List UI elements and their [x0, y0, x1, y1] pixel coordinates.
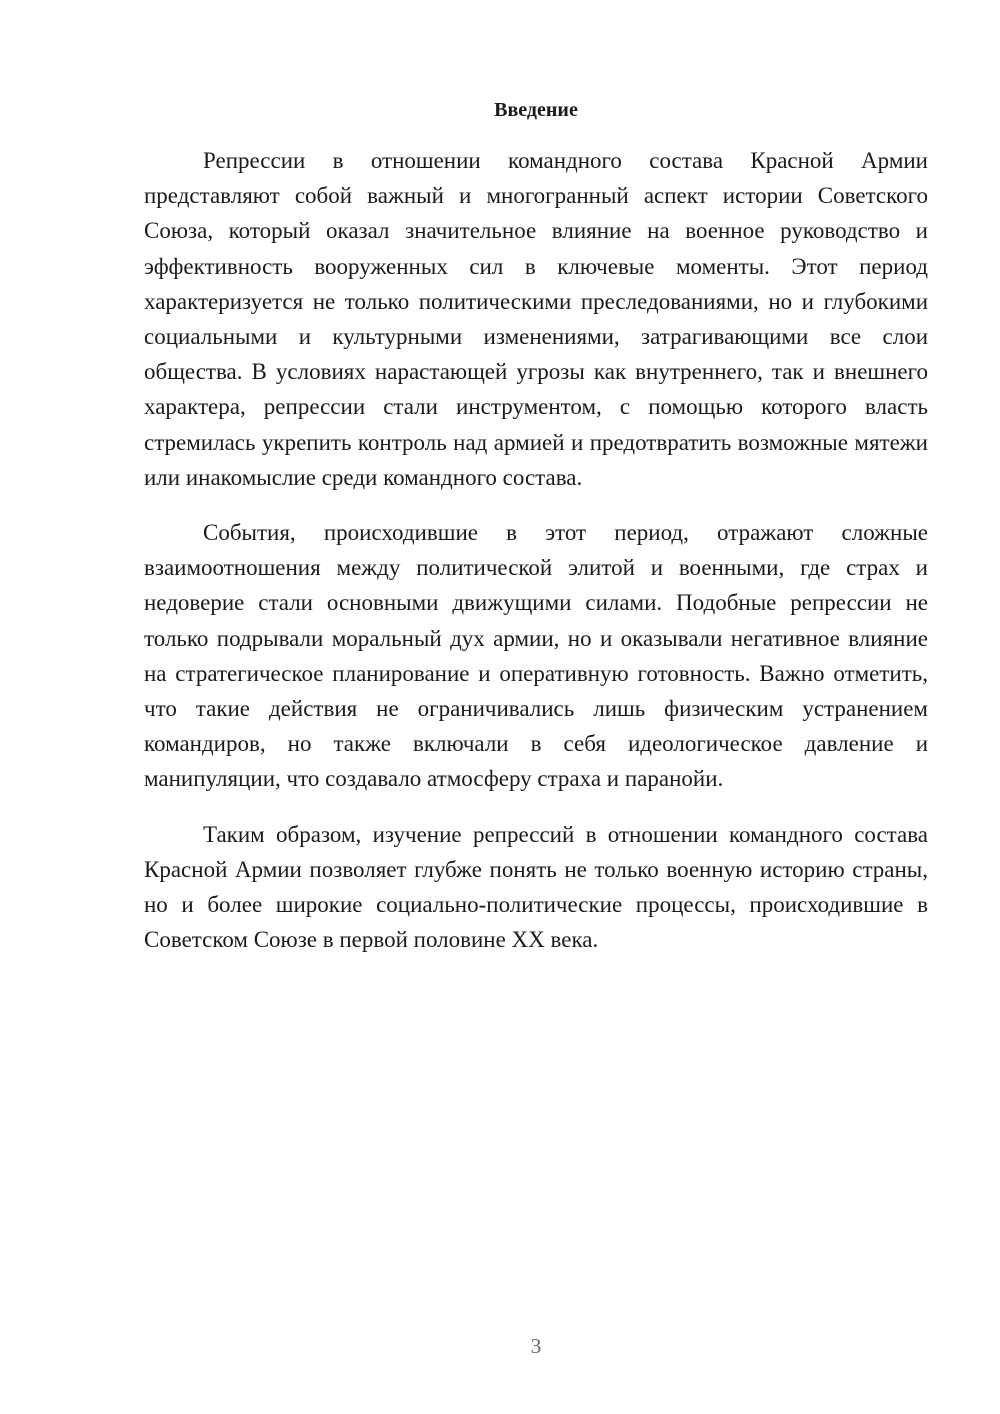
document-body — [144, 143, 928, 977]
page-number: 3 — [530, 1334, 542, 1358]
paragraph-2: События, происходившие в этот период, отражают сложные взаимоотношения между политической элитой и военными, где страх и недоверие стали основными движущими силами. Подобные репрессии не только подрывали моральный дух армии, но и оказывали негативное влияние на стратегическое планирование и оперативную готовность. Важно отметить, что такие действия не ограничивались лишь физическим устранением командиров, но также включали в себя идеологическое давление и манипуляции, что создавало атмосферу страха и паранойи. — [144, 520, 928, 792]
paragraph-1: Репрессии в отношении командного состава Красной Армии представляют собой важный и многогранный аспект истории Советского Союза, который оказал значительное влияние на военное руководство и эффективность вооруженных сил в ключевые моменты. Этот период характеризуется не только политическими преследованиями, но и глубокими социальными и культурными изменениями, затрагивающими все слои общества. В условиях нарастающей угрозы как внутреннего, так и внешнего характера, репрессии стали инструментом, с помощью которого власть стремилась укрепить контроль над армией и предотвратить возможные мятежи или инакомыслие среди командного состава. — [144, 148, 928, 490]
paragraph-3: Таким образом, изучение репрессий в отношении командного состава Красной Армии позволяет глубже понять не только военную историю страны, но и более широкие социально-политические процессы, происходившие в Советском Союзе в первой половине XX века. — [144, 821, 928, 953]
page-title: Введение — [494, 99, 578, 121]
